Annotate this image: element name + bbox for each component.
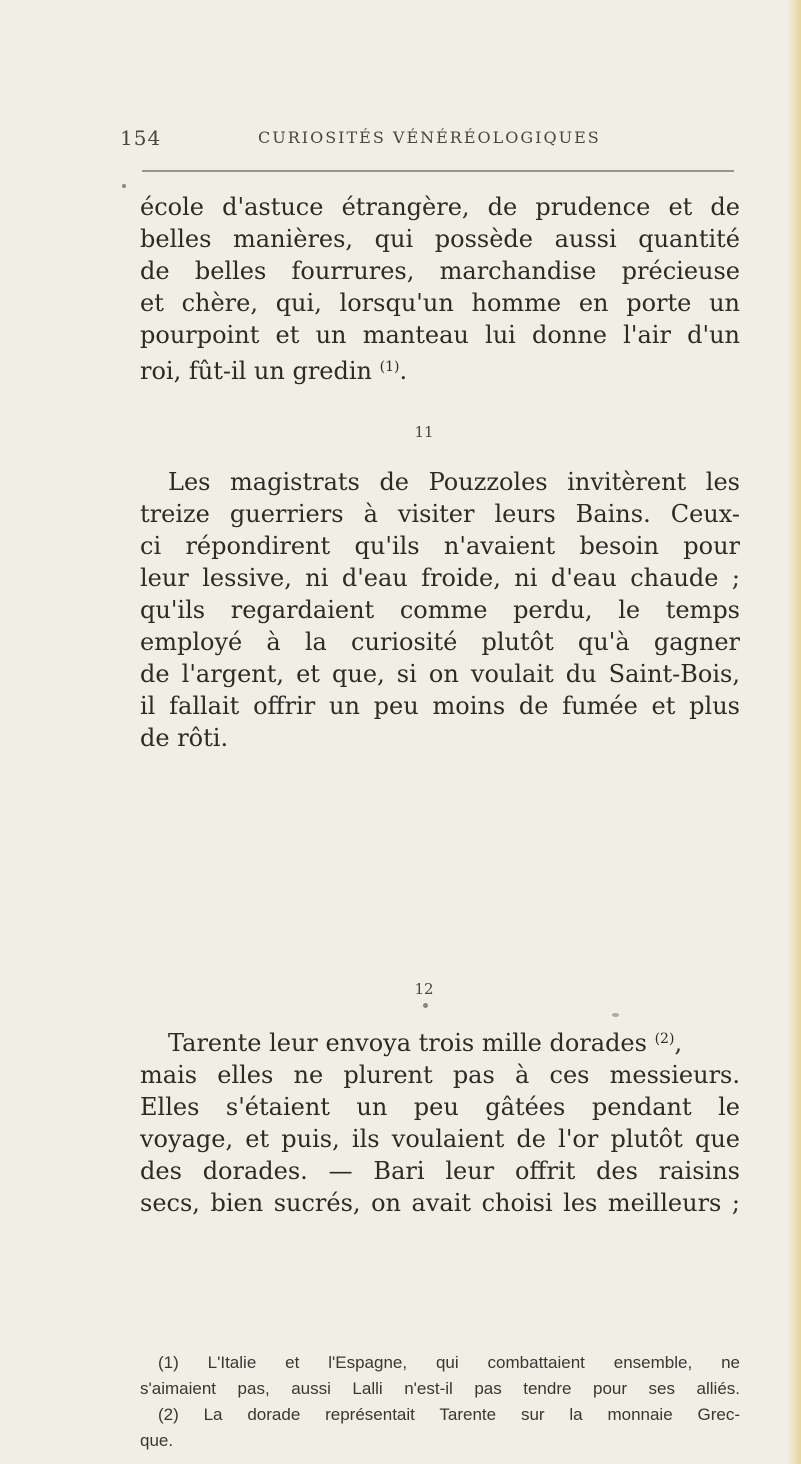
header-rule (142, 170, 734, 172)
text-line: pourpoint et un manteau lui donne l'air d'un (140, 321, 740, 349)
paragraph-1 (140, 191, 740, 387)
text-line: de l'argent, et que, si on voulait du Saint-Bois, (140, 660, 740, 688)
text-line: belles manières, qui possède aussi quantité (140, 225, 740, 253)
footnote-ref-2: (2) (654, 1031, 675, 1047)
text-line: voyage, et puis, ils voulaient de l'or plutôt que (140, 1125, 740, 1153)
footnote-1-line: (1) L'Italie et l'Espagne, qui combattaient ensemble, ne (158, 1353, 740, 1372)
footnote-1-line: s'aimaient pas, aussi Lalli n'est-il pas tendre pour ses alliés. (140, 1379, 740, 1398)
footnote-2-line: (2) La dorade représentait Tarente sur la monnaie Grec- (158, 1405, 740, 1424)
text-line: il fallait offrir un peu moins de fumée et plus (140, 692, 740, 720)
footnote-2-line: que. (140, 1431, 174, 1450)
text-line: Les magistrats de Pouzzoles invitèrent les (168, 468, 740, 496)
section-12-text (140, 1023, 740, 1219)
text-line: et chère, qui, lorsqu'un homme en porte un (140, 289, 740, 317)
text-line: de belles fourrures, marchandise précieuse (140, 257, 740, 285)
section-number-11: 11 (414, 423, 434, 441)
text-line: Elles s'étaient un peu gâtées pendant le (140, 1093, 740, 1121)
text-fragment: Tarente leur envoya trois mille dorades (168, 1029, 647, 1057)
text-line: treize guerriers à visiter leurs Bains. Ceux- (140, 500, 740, 528)
text-line: secs, bien sucrés, on avait choisi les meilleurs ; (140, 1189, 740, 1217)
footnotes (140, 1350, 740, 1454)
text-line: de rôti. (140, 724, 229, 752)
text-line: qu'ils regardaient comme perdu, le temps (140, 596, 740, 624)
text-line: ci répondirent qu'ils n'avaient besoin pour (140, 532, 740, 560)
speck (612, 1013, 619, 1017)
page-header (120, 126, 720, 156)
text-line: école d'astuce étrangère, de prudence et de (140, 193, 740, 221)
text-line: employé à la curiosité plutôt qu'à gagner (140, 628, 740, 656)
page-number: 154 (120, 126, 162, 150)
section-11-text (140, 466, 740, 754)
page-edge (787, 0, 801, 1464)
text-fragment: roi, fût-il un gredin (140, 357, 373, 385)
speck (122, 184, 126, 188)
text-line: mais elles ne plurent pas à ces messieurs. (140, 1061, 740, 1089)
text-fragment: , (674, 1029, 683, 1057)
text-line: des dorades. — Bari leur offrit des raisins (140, 1157, 740, 1185)
text-fragment: . (399, 357, 408, 385)
text-line (140, 351, 740, 387)
running-title: CURIOSITÉS VÉNÉRÉOLOGIQUES (258, 128, 601, 147)
section-number-12: 12 (414, 980, 434, 998)
speck (423, 1003, 428, 1008)
footnote-ref-1: (1) (379, 359, 400, 375)
text-line: leur lessive, ni d'eau froide, ni d'eau chaude ; (140, 564, 740, 592)
text-line (140, 1023, 740, 1059)
